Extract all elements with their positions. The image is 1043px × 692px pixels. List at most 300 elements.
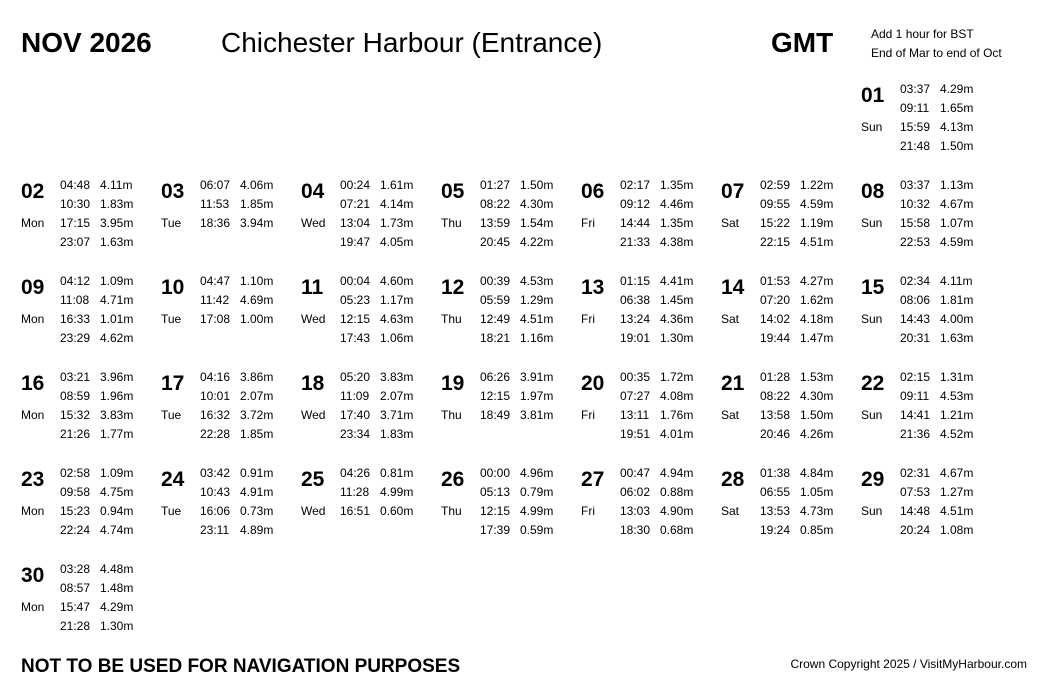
tide-time: 21:28 (60, 619, 91, 633)
tide-list (60, 272, 133, 348)
day-number: 17 (161, 372, 185, 395)
day-name: Fri (581, 408, 595, 422)
tide-time: 08:06 (900, 293, 931, 307)
tide-entry (760, 195, 833, 214)
tide-entry (900, 118, 973, 137)
tide-time: 15:23 (60, 504, 91, 518)
day-cell (441, 272, 581, 352)
tide-time: 00:04 (340, 274, 371, 288)
tide-entry (60, 214, 133, 233)
tide-entry (340, 329, 413, 348)
tide-height: 4.60m (380, 274, 414, 288)
tide-entry (760, 214, 833, 233)
tide-time: 22:24 (60, 523, 91, 537)
tide-height: 1.48m (100, 581, 134, 595)
tide-list (900, 464, 973, 540)
tide-entry (760, 425, 833, 444)
tide-time: 16:33 (60, 312, 91, 326)
tide-entry (60, 579, 133, 598)
tide-time: 05:23 (340, 293, 371, 307)
tide-time: 02:15 (900, 370, 931, 384)
tide-height: 1.72m (660, 370, 694, 384)
day-cell (581, 368, 721, 448)
tide-time: 00:39 (480, 274, 511, 288)
tide-entry (480, 406, 553, 425)
tide-height: 4.62m (100, 331, 134, 345)
tide-entry (900, 521, 973, 540)
tide-time: 19:24 (760, 523, 791, 537)
tide-height: 4.53m (940, 389, 974, 403)
tide-height: 1.77m (100, 427, 134, 441)
tide-list (60, 560, 133, 636)
tide-entry (480, 272, 553, 291)
day-name: Sat (721, 408, 740, 422)
tide-time: 10:01 (200, 389, 231, 403)
tide-entry (620, 195, 693, 214)
tide-height: 4.94m (660, 466, 694, 480)
tide-time: 06:55 (760, 485, 791, 499)
tide-time: 16:32 (200, 408, 231, 422)
tide-height: 1.61m (380, 178, 414, 192)
day-number: 29 (861, 468, 885, 491)
day-name: Wed (301, 504, 326, 518)
tide-time: 00:00 (480, 466, 511, 480)
location-title: Chichester Harbour (Entrance) (221, 27, 603, 58)
tide-entry (60, 272, 133, 291)
tide-height: 1.97m (520, 389, 554, 403)
tide-entry (340, 425, 413, 444)
tide-entry (760, 502, 833, 521)
month-title: NOV 2026 (21, 27, 152, 58)
tide-height: 4.41m (660, 274, 694, 288)
tide-height: 4.59m (800, 197, 834, 211)
tide-entry (620, 502, 693, 521)
tide-entry (480, 195, 553, 214)
tide-height: 1.54m (520, 216, 554, 230)
tide-time: 13:58 (760, 408, 791, 422)
tide-height: 3.81m (520, 408, 554, 422)
day-name: Tue (161, 216, 182, 230)
day-name: Thu (441, 408, 462, 422)
tide-time: 23:34 (340, 427, 371, 441)
tide-time: 05:59 (480, 293, 511, 307)
tide-time: 11:53 (200, 197, 230, 211)
tide-height: 4.51m (800, 235, 834, 249)
tide-height: 1.35m (660, 216, 694, 230)
tide-entry (60, 387, 133, 406)
tide-height: 0.88m (660, 485, 694, 499)
day-number: 26 (441, 468, 465, 491)
tide-time: 04:26 (340, 466, 371, 480)
day-number: 07 (721, 180, 745, 203)
day-name: Tue (161, 408, 182, 422)
tide-time: 15:58 (900, 216, 931, 230)
tide-entry (60, 464, 133, 483)
day-cell (441, 176, 581, 256)
day-name: Fri (581, 216, 595, 230)
tide-entry (760, 329, 833, 348)
day-cell (721, 368, 861, 448)
tide-height: 1.50m (940, 139, 974, 153)
tide-time: 07:20 (760, 293, 791, 307)
tide-height: 4.00m (940, 312, 974, 326)
tide-time: 04:47 (200, 274, 231, 288)
day-number: 12 (441, 276, 465, 299)
tide-time: 21:48 (900, 139, 931, 153)
tide-time: 11:28 (340, 485, 370, 499)
day-name: Thu (441, 504, 462, 518)
tide-height: 1.00m (240, 312, 274, 326)
tide-entry (200, 310, 273, 329)
tide-list (200, 464, 273, 540)
tide-list (200, 272, 273, 329)
tide-entry (480, 483, 553, 502)
timezone-label: GMT (771, 27, 834, 58)
tide-entry (900, 272, 973, 291)
tide-height: 4.53m (520, 274, 554, 288)
tide-entry (900, 195, 973, 214)
tide-height: 4.27m (800, 274, 834, 288)
tide-height: 1.17m (380, 293, 414, 307)
day-number: 15 (861, 276, 885, 299)
tide-entry (620, 329, 693, 348)
tide-height: 4.67m (940, 197, 974, 211)
day-name: Sun (861, 216, 883, 230)
tide-height: 2.07m (380, 389, 414, 403)
day-name: Tue (161, 312, 182, 326)
tide-height: 4.05m (380, 235, 414, 249)
day-number: 22 (861, 372, 885, 395)
tide-list (480, 368, 553, 425)
tide-entry (480, 329, 553, 348)
tide-height: 4.74m (100, 523, 134, 537)
day-number: 14 (721, 276, 745, 299)
copyright-notice: Crown Copyright 2025 / VisitMyHarbour.com (790, 657, 1027, 671)
tide-height: 1.83m (380, 427, 414, 441)
day-cell (861, 368, 1001, 448)
tide-entry (340, 483, 413, 502)
tide-time: 07:21 (340, 197, 371, 211)
tide-time: 13:11 (620, 408, 650, 422)
day-number: 06 (581, 180, 605, 203)
day-cell (21, 176, 161, 256)
day-cell (581, 176, 721, 256)
tide-time: 17:08 (200, 312, 231, 326)
tide-time: 21:26 (60, 427, 91, 441)
tide-entry (60, 406, 133, 425)
tide-time: 09:12 (620, 197, 651, 211)
tide-height: 4.75m (100, 485, 134, 499)
tide-list (760, 368, 833, 444)
tide-height: 1.96m (100, 389, 134, 403)
tide-time: 01:53 (760, 274, 791, 288)
tide-entry (200, 502, 273, 521)
day-number: 27 (581, 468, 605, 491)
day-number: 18 (301, 372, 325, 395)
tide-time: 13:04 (340, 216, 371, 230)
tide-height: 1.35m (660, 178, 694, 192)
tide-height: 1.01m (100, 312, 134, 326)
tide-entry (60, 521, 133, 540)
day-number: 04 (301, 180, 325, 203)
tide-entry (200, 521, 273, 540)
tide-time: 21:33 (620, 235, 651, 249)
day-cell (721, 176, 861, 256)
tide-entry (340, 368, 413, 387)
tide-height: 1.08m (940, 523, 974, 537)
tide-time: 02:31 (900, 466, 931, 480)
tide-time: 09:55 (760, 197, 791, 211)
tide-time: 02:59 (760, 178, 791, 192)
tide-entry (60, 598, 133, 617)
tide-time: 23:29 (60, 331, 91, 345)
tide-list (60, 464, 133, 540)
tide-entry (200, 425, 273, 444)
tide-entry (900, 233, 973, 252)
tide-entry (340, 214, 413, 233)
tide-height: 0.60m (380, 504, 414, 518)
tide-time: 10:43 (200, 485, 231, 499)
day-cell (581, 272, 721, 352)
tide-list (620, 464, 693, 540)
tide-height: 3.83m (100, 408, 134, 422)
day-cell (861, 464, 1001, 544)
tide-entry (60, 502, 133, 521)
tide-height: 1.81m (940, 293, 974, 307)
tide-height: 1.19m (800, 216, 834, 230)
tide-height: 3.94m (240, 216, 274, 230)
tide-time: 19:51 (620, 427, 651, 441)
tide-height: 3.72m (240, 408, 274, 422)
tide-height: 2.07m (240, 389, 274, 403)
tide-time: 01:27 (480, 178, 511, 192)
tide-height: 4.18m (800, 312, 834, 326)
tide-height: 1.63m (100, 235, 134, 249)
tide-time: 14:41 (900, 408, 931, 422)
tide-height: 1.65m (940, 101, 974, 115)
tide-entry (340, 176, 413, 195)
tide-list (900, 368, 973, 444)
day-name: Sun (861, 408, 883, 422)
tide-height: 4.29m (940, 82, 974, 96)
day-name: Sun (861, 120, 883, 134)
day-cell (161, 368, 301, 448)
tide-time: 11:42 (200, 293, 230, 307)
tide-entry (620, 464, 693, 483)
tide-height: 4.89m (240, 523, 274, 537)
tide-entry (340, 291, 413, 310)
tide-entry (200, 291, 273, 310)
tide-height: 1.09m (100, 466, 134, 480)
tide-list (200, 176, 273, 233)
tide-time: 04:48 (60, 178, 91, 192)
tide-height: 0.91m (240, 466, 274, 480)
day-name: Sun (861, 504, 883, 518)
tide-entry (620, 425, 693, 444)
tide-time: 18:49 (480, 408, 511, 422)
tide-time: 09:11 (900, 101, 930, 115)
tide-height: 1.76m (660, 408, 694, 422)
tide-time: 03:28 (60, 562, 91, 576)
day-name: Mon (21, 600, 45, 614)
tide-height: 3.71m (380, 408, 414, 422)
day-name: Mon (21, 408, 45, 422)
tide-entry (60, 233, 133, 252)
tide-height: 4.99m (380, 485, 414, 499)
tide-entry (60, 329, 133, 348)
day-number: 05 (441, 180, 465, 203)
tide-entry (900, 99, 973, 118)
tide-entry (480, 291, 553, 310)
tide-time: 12:15 (480, 389, 511, 403)
tide-time: 03:42 (200, 466, 231, 480)
tide-entry (60, 617, 133, 636)
tide-entry (200, 176, 273, 195)
tide-entry (480, 233, 553, 252)
tide-height: 4.99m (520, 504, 554, 518)
day-name: Mon (21, 216, 45, 230)
tide-height: 4.30m (800, 389, 834, 403)
tide-entry (620, 521, 693, 540)
day-cell (721, 272, 861, 352)
tide-entry (620, 214, 693, 233)
tide-height: 1.09m (100, 274, 134, 288)
tide-list (200, 368, 273, 444)
tide-height: 1.29m (520, 293, 554, 307)
tide-time: 13:03 (620, 504, 651, 518)
tide-list (480, 176, 553, 252)
tide-entry (900, 291, 973, 310)
tide-time: 18:21 (480, 331, 511, 345)
tide-entry (60, 425, 133, 444)
day-cell (21, 272, 161, 352)
tide-height: 4.14m (380, 197, 414, 211)
day-name: Sat (721, 216, 740, 230)
tide-time: 09:11 (900, 389, 930, 403)
tide-height: 1.62m (800, 293, 834, 307)
tide-time: 22:53 (900, 235, 931, 249)
tide-height: 4.11m (940, 274, 973, 288)
tide-time: 21:36 (900, 427, 931, 441)
tide-time: 02:58 (60, 466, 91, 480)
tide-height: 4.08m (660, 389, 694, 403)
day-cell (301, 368, 441, 448)
tide-height: 4.51m (520, 312, 554, 326)
tide-time: 12:49 (480, 312, 511, 326)
tide-entry (760, 387, 833, 406)
tide-time: 01:15 (620, 274, 651, 288)
tide-entry (200, 195, 273, 214)
tide-height: 1.22m (800, 178, 834, 192)
tide-height: 0.94m (100, 504, 134, 518)
tide-entry (900, 387, 973, 406)
tide-list (760, 176, 833, 252)
day-name: Fri (581, 504, 595, 518)
tide-entry (480, 387, 553, 406)
tide-height: 1.13m (940, 178, 974, 192)
tide-time: 15:32 (60, 408, 91, 422)
tide-entry (480, 214, 553, 233)
tide-entry (900, 464, 973, 483)
tide-entry (60, 176, 133, 195)
tide-height: 1.63m (940, 331, 974, 345)
tide-height: 1.30m (660, 331, 694, 345)
tide-entry (620, 272, 693, 291)
tide-entry (900, 310, 973, 329)
tide-time: 08:57 (60, 581, 91, 595)
day-cell (861, 80, 1001, 160)
tide-entry (340, 233, 413, 252)
day-cell (161, 464, 301, 544)
tide-entry (200, 368, 273, 387)
tide-entry (60, 310, 133, 329)
tide-time: 00:35 (620, 370, 651, 384)
tide-height: 3.95m (100, 216, 134, 230)
tide-time: 12:15 (340, 312, 371, 326)
tide-height: 3.83m (380, 370, 414, 384)
tide-time: 06:02 (620, 485, 651, 499)
tide-time: 23:11 (200, 523, 230, 537)
day-number: 02 (21, 180, 45, 203)
tide-height: 3.96m (100, 370, 134, 384)
tide-height: 4.38m (660, 235, 694, 249)
tide-height: 1.10m (240, 274, 274, 288)
tide-time: 18:36 (200, 216, 231, 230)
day-name: Tue (161, 504, 182, 518)
tide-height: 1.06m (380, 331, 414, 345)
day-cell (861, 176, 1001, 256)
tide-list (760, 464, 833, 540)
tide-entry (340, 502, 413, 521)
tide-time: 13:53 (760, 504, 791, 518)
tide-list (340, 176, 413, 252)
tide-entry (900, 483, 973, 502)
tide-height: 4.63m (380, 312, 414, 326)
tide-time: 11:09 (340, 389, 370, 403)
tide-time: 19:44 (760, 331, 791, 345)
tide-time: 04:12 (60, 274, 91, 288)
day-name: Wed (301, 312, 326, 326)
tide-time: 10:32 (900, 197, 931, 211)
tide-time: 17:43 (340, 331, 371, 345)
tide-time: 18:30 (620, 523, 651, 537)
tide-time: 20:31 (900, 331, 931, 345)
tide-height: 0.59m (520, 523, 554, 537)
day-cell (161, 176, 301, 256)
day-number: 23 (21, 468, 45, 491)
tide-entry (900, 214, 973, 233)
tide-entry (480, 464, 553, 483)
tide-height: 0.73m (240, 504, 274, 518)
tide-height: 1.83m (100, 197, 134, 211)
tide-entry (60, 368, 133, 387)
tide-list (900, 176, 973, 252)
tide-height: 4.59m (940, 235, 974, 249)
tide-height: 4.71m (100, 293, 134, 307)
tide-entry (760, 464, 833, 483)
tide-height: 4.30m (520, 197, 554, 211)
tide-height: 1.31m (940, 370, 974, 384)
tide-list (480, 464, 553, 540)
day-cell (441, 368, 581, 448)
tide-time: 08:22 (760, 389, 791, 403)
tide-time: 06:38 (620, 293, 651, 307)
tide-time: 14:02 (760, 312, 791, 326)
tide-entry (900, 425, 973, 444)
tide-height: 4.84m (800, 466, 834, 480)
tide-time: 20:45 (480, 235, 511, 249)
tide-time: 14:44 (620, 216, 651, 230)
